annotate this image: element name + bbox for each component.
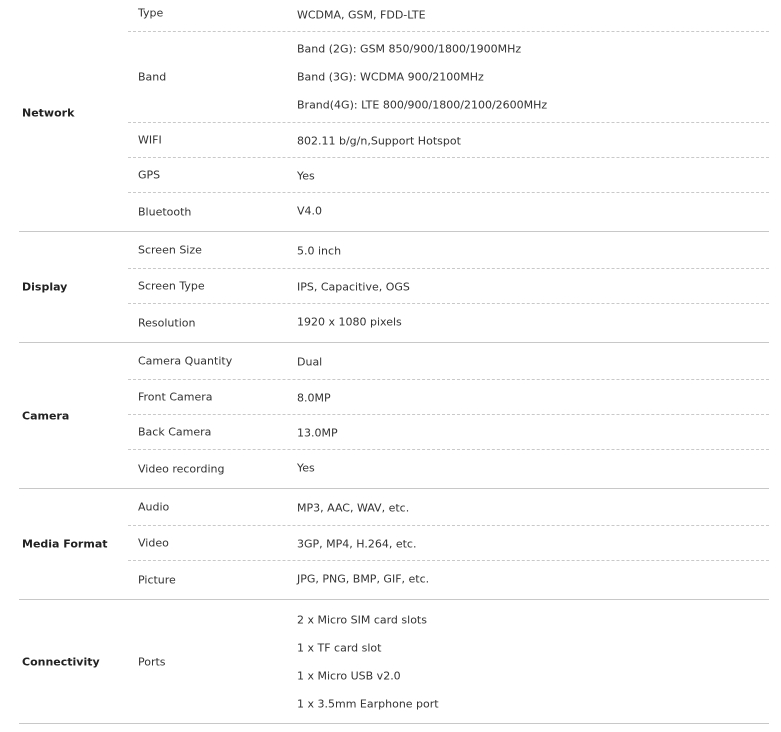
section-camera xyxy=(19,343,769,489)
spec-label: Video recording xyxy=(138,462,225,476)
spec-label: Picture xyxy=(138,573,176,587)
spec-row xyxy=(128,304,769,342)
spec-row xyxy=(128,380,769,415)
spec-value: Brand(4G): LTE 800/900/1800/2100/2600MHz xyxy=(297,98,548,112)
spec-value: 5.0 inch xyxy=(297,244,342,258)
spec-value: 3GP, MP4, H.264, etc. xyxy=(297,537,417,551)
spec-value: 1920 x 1080 pixels xyxy=(297,315,402,329)
spec-label: Ports xyxy=(138,655,166,668)
section-media-format xyxy=(19,489,769,600)
spec-row xyxy=(128,600,769,723)
category-label: Media Format xyxy=(22,537,108,551)
spec-value: Yes xyxy=(297,461,315,475)
spec-label: WIFI xyxy=(138,133,162,147)
spec-label: Camera Quantity xyxy=(138,354,233,368)
spec-value: V4.0 xyxy=(297,204,323,218)
spec-label: GPS xyxy=(138,168,161,182)
spec-value: 8.0MP xyxy=(297,391,331,405)
spec-row xyxy=(128,526,769,561)
spec-label: Screen Size xyxy=(138,243,202,257)
spec-row xyxy=(128,193,769,231)
section-connectivity xyxy=(19,600,769,724)
spec-value: Dual xyxy=(297,355,323,369)
spec-label: Bluetooth xyxy=(138,205,192,219)
spec-value: 1 x TF card slot xyxy=(297,641,382,655)
spec-value: IPS, Capacitive, OGS xyxy=(297,280,410,294)
spec-row xyxy=(128,489,769,526)
spec-label: Back Camera xyxy=(138,425,212,439)
category-label: Network xyxy=(22,106,75,119)
spec-label: Screen Type xyxy=(138,279,205,293)
spec-label: Resolution xyxy=(138,316,196,330)
category-label: Display xyxy=(22,280,68,294)
spec-value: Band (2G): GSM 850/900/1800/1900MHz xyxy=(297,42,522,56)
spec-label: Audio xyxy=(138,500,170,514)
spec-row xyxy=(128,415,769,450)
spec-row xyxy=(128,232,769,269)
spec-label: Type xyxy=(138,6,164,19)
spec-row xyxy=(128,343,769,380)
category-label: Camera xyxy=(22,409,70,422)
spec-row xyxy=(128,158,769,193)
spec-value: Band (3G): WCDMA 900/2100MHz xyxy=(297,70,484,84)
spec-label: Band xyxy=(138,70,167,84)
category-label: Connectivity xyxy=(22,655,100,668)
spec-value: 2 x Micro SIM card slots xyxy=(297,613,427,627)
spec-value: 802.11 b/g/n,Support Hotspot xyxy=(297,134,461,148)
spec-row xyxy=(128,0,769,32)
section-network xyxy=(19,0,769,232)
spec-value: JPG, PNG, BMP, GIF, etc. xyxy=(297,572,430,586)
spec-value: MP3, AAC, WAV, etc. xyxy=(297,501,410,515)
spec-row xyxy=(128,32,769,123)
spec-label: Video xyxy=(138,536,169,550)
spec-row xyxy=(128,450,769,488)
section-display xyxy=(19,232,769,343)
spec-value: Yes xyxy=(297,169,315,183)
spec-row xyxy=(128,269,769,304)
spec-label: Front Camera xyxy=(138,390,213,404)
spec-value: 13.0MP xyxy=(297,426,338,440)
spec-row xyxy=(128,561,769,599)
spec-value: WCDMA, GSM, FDD-LTE xyxy=(297,8,426,22)
spec-value: 1 x 3.5mm Earphone port xyxy=(297,697,439,711)
spec-value: 1 x Micro USB v2.0 xyxy=(297,669,401,683)
spec-row xyxy=(128,123,769,158)
